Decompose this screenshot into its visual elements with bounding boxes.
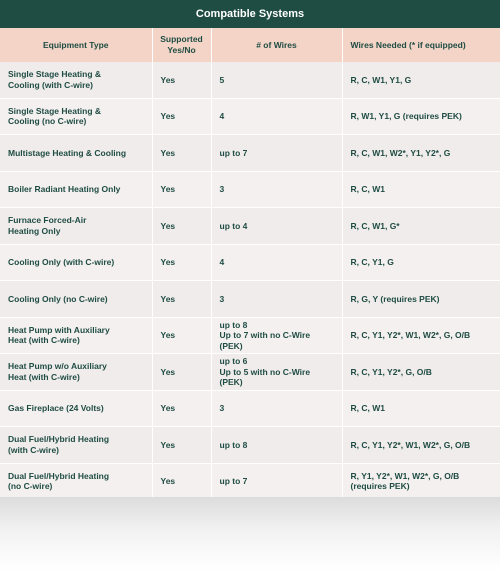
cell-number-of-wires: 3 (211, 281, 342, 318)
table-row (0, 354, 500, 391)
cell-supported: Yes (152, 208, 211, 245)
table-row (0, 244, 500, 281)
table-row (0, 427, 500, 464)
cell-number-of-wires: 4 (211, 98, 342, 135)
cell-supported: Yes (152, 281, 211, 318)
cell-equipment-type: Dual Fuel/Hybrid Heating (no C-wire) (0, 463, 152, 500)
header-wires-needed: Wires Needed (* if equipped) (342, 28, 500, 62)
header-row (0, 28, 500, 62)
table-row (0, 281, 500, 318)
cell-wires-needed: R, C, Y1, Y2*, W1, W2*, G, O/B (342, 317, 500, 354)
cell-supported: Yes (152, 427, 211, 464)
cell-wires-needed: R, Y1, Y2*, W1, W2*, G, O/B (requires PEK) (342, 463, 500, 500)
table-row (0, 317, 500, 354)
header-equipment-type: Equipment Type (0, 28, 152, 62)
cell-equipment-type: Cooling Only (no C-wire) (0, 281, 152, 318)
table-row (0, 135, 500, 172)
table-body (0, 62, 500, 500)
cell-supported: Yes (152, 135, 211, 172)
cell-wires-needed: R, W1, Y1, G (requires PEK) (342, 98, 500, 135)
table-row (0, 62, 500, 98)
cell-wires-needed: R, C, W1 (342, 171, 500, 208)
cell-wires-needed: R, G, Y (requires PEK) (342, 281, 500, 318)
header-number-of-wires: # of Wires (211, 28, 342, 62)
cell-supported: Yes (152, 244, 211, 281)
cell-equipment-type: Gas Fireplace (24 Volts) (0, 390, 152, 427)
cell-supported: Yes (152, 317, 211, 354)
cell-number-of-wires: up to 7 (211, 135, 342, 172)
cell-wires-needed: R, C, Y1, Y2*, W1, W2*, G, O/B (342, 427, 500, 464)
cell-supported: Yes (152, 463, 211, 500)
compatible-systems-table (0, 28, 500, 500)
cell-supported: Yes (152, 98, 211, 135)
cell-wires-needed: R, C, Y1, Y2*, G, O/B (342, 354, 500, 391)
table-row (0, 390, 500, 427)
cell-equipment-type: Furnace Forced-Air Heating Only (0, 208, 152, 245)
cell-wires-needed: R, C, W1, G* (342, 208, 500, 245)
cell-equipment-type: Dual Fuel/Hybrid Heating (with C-wire) (0, 427, 152, 464)
cell-number-of-wires: up to 8 (211, 427, 342, 464)
cell-equipment-type: Multistage Heating & Cooling (0, 135, 152, 172)
cell-equipment-type: Heat Pump with Auxiliary Heat (with C-wire) (0, 317, 152, 354)
cell-wires-needed: R, C, W1 (342, 390, 500, 427)
cell-number-of-wires: 3 (211, 171, 342, 208)
cell-equipment-type: Heat Pump w/o Auxiliary Heat (with C-wire) (0, 354, 152, 391)
table-title: Compatible Systems (0, 0, 500, 28)
cell-wires-needed: R, C, W1, W2*, Y1, Y2*, G (342, 135, 500, 172)
cell-supported: Yes (152, 354, 211, 391)
cell-number-of-wires: 4 (211, 244, 342, 281)
cell-supported: Yes (152, 62, 211, 98)
header-supported: Supported Yes/No (152, 28, 211, 62)
cell-equipment-type: Cooling Only (with C-wire) (0, 244, 152, 281)
cell-wires-needed: R, C, W1, Y1, G (342, 62, 500, 98)
cell-number-of-wires: up to 7 (211, 463, 342, 500)
bottom-fade (0, 497, 500, 571)
table-row (0, 208, 500, 245)
cell-number-of-wires: up to 8 Up to 7 with no C-Wire (PEK) (211, 317, 342, 354)
cell-equipment-type: Single Stage Heating & Cooling (with C-wire) (0, 62, 152, 98)
cell-supported: Yes (152, 171, 211, 208)
table-row (0, 98, 500, 135)
cell-equipment-type: Single Stage Heating & Cooling (no C-wire) (0, 98, 152, 135)
cell-number-of-wires: 3 (211, 390, 342, 427)
cell-wires-needed: R, C, Y1, G (342, 244, 500, 281)
cell-number-of-wires: 5 (211, 62, 342, 98)
cell-number-of-wires: up to 6 Up to 5 with no C-Wire (PEK) (211, 354, 342, 391)
cell-number-of-wires: up to 4 (211, 208, 342, 245)
table-row (0, 463, 500, 500)
table-row (0, 171, 500, 208)
cell-equipment-type: Boiler Radiant Heating Only (0, 171, 152, 208)
cell-supported: Yes (152, 390, 211, 427)
